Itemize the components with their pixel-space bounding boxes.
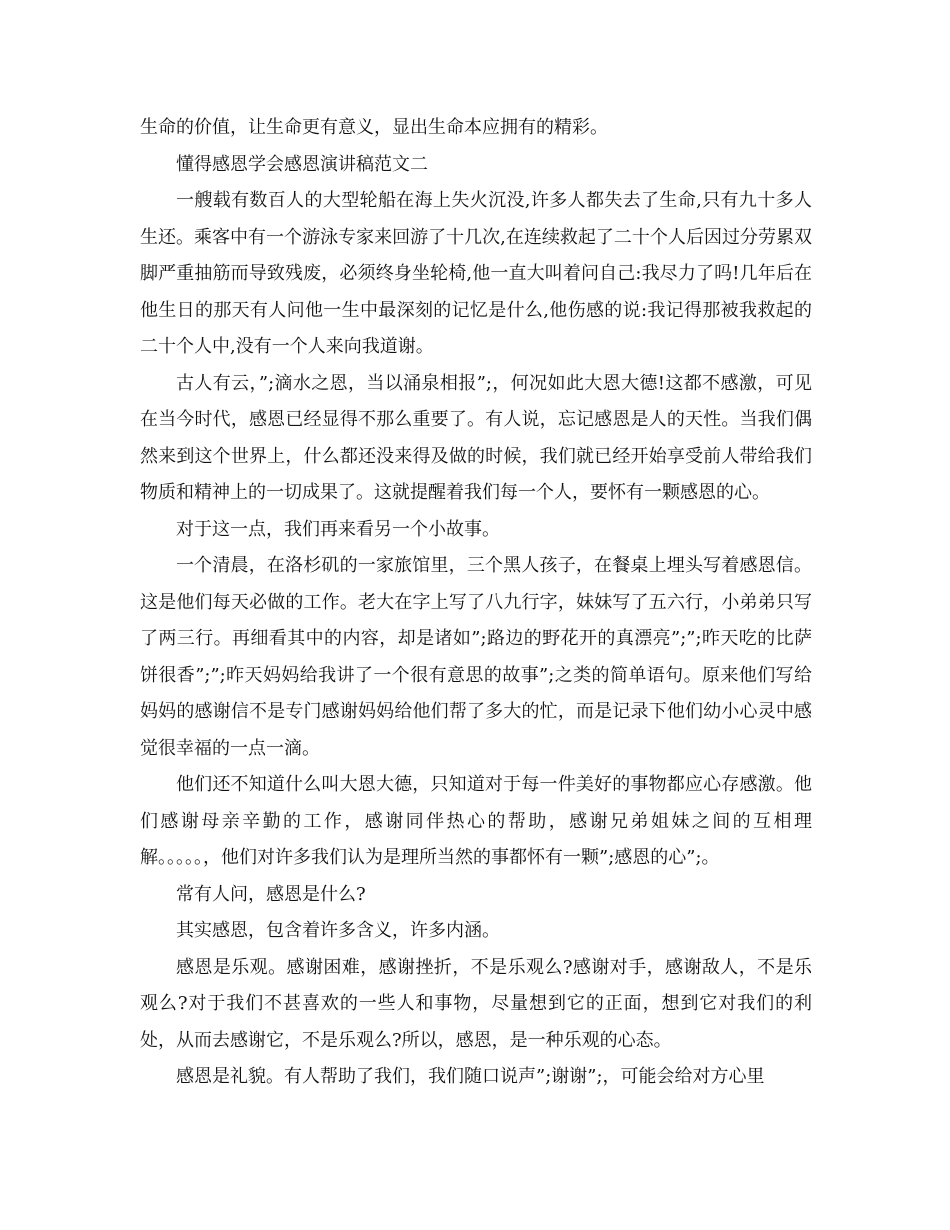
paragraph-0: 生命的价值，让生命更有意义，显出生命本应拥有的精彩。 [140,117,608,138]
paragraph-10: 感恩是礼貌。有人帮助了我们，我们随口说声”;谢谢”;，可能会给对方心里 [176,1066,765,1087]
document-body [140,110,812,1096]
paragraph-5: 一个清晨，在洛杉矶的一家旅馆里，三个黑人孩子，在餐桌上埋头写着感恩信。这是他们每天必做的工作。老大在字上写了八九行字，妹妹写了五六行，小弟弟只写了两三行。再细看其中的内容，却是诸如”;路边的野花开的真漂亮”;”;昨天吃的比萨饼很香”;”;昨天妈妈给我讲了一个很有意思的故事”;之类的简单语句。原来他们写给妈妈的感谢信不是专门感谢妈妈给他们帮了多大的忙，而是记录下他们幼小心灵中感觉很幸福的一点一滴。 [140,555,812,759]
paragraph-3: 古人有云，”;滴水之恩，当以涌泉相报”;，何况如此大恩大德!这都不感激，可见在当今时代，感恩已经显得不那么重要了。有人说，忘记感恩是人的天性。当我们偶然来到这个世界上，什么都还没来得及做的时候，我们就已经开始享受前人带给我们物质和精神上的一切成果了。这就提醒着我们每一个人，要怀有一颗感恩的心。 [140,372,812,503]
paragraph-6: 他们还不知道什么叫大恩大德，只知道对于每一件美好的事物都应心存感激。他们感谢母亲辛勤的工作，感谢同伴热心的帮助，感谢兄弟姐妹之间的互相理解。。。。。，他们对许多我们认为是理所当然的事都怀有一颗”;感恩的心”;。 [140,774,812,868]
section-heading: 懂得感恩学会感恩演讲稿范文二 [176,153,428,175]
paragraph-7: 常有人问，感恩是什么? [176,883,366,905]
paragraph-8: 其实感恩，包含着许多含义，许多内涵。 [176,920,500,941]
paragraph-2: 一艘载有数百人的大型轮船在海上失火沉没,许多人都失去了生命,只有九十多人生还。乘客中有一个游泳专家来回游了十几次,在连续救起了二十个人后因过分劳累双脚严重抽筋而导致残废，必须终身坐轮椅,他一直大叫着问自己:我尽力了吗!几年后在他生日的那天有人问他一生中最深刻的记忆是什么,他伤感的说:我记得那被我救起的二十个人中,没有一个人来向我道谢。 [140,190,812,357]
paragraph-9: 感恩是乐观。感谢困难，感谢挫折，不是乐观么?感谢对手，感谢敌人，不是乐观么?对于我们不甚喜欢的一些人和事物，尽量想到它的正面，想到它对我们的利处，从而去感谢它，不是乐观么?所以，感恩，是一种乐观的心态。 [140,956,812,1051]
paragraph-4: 对于这一点，我们再来看另一个小故事。 [176,518,500,540]
